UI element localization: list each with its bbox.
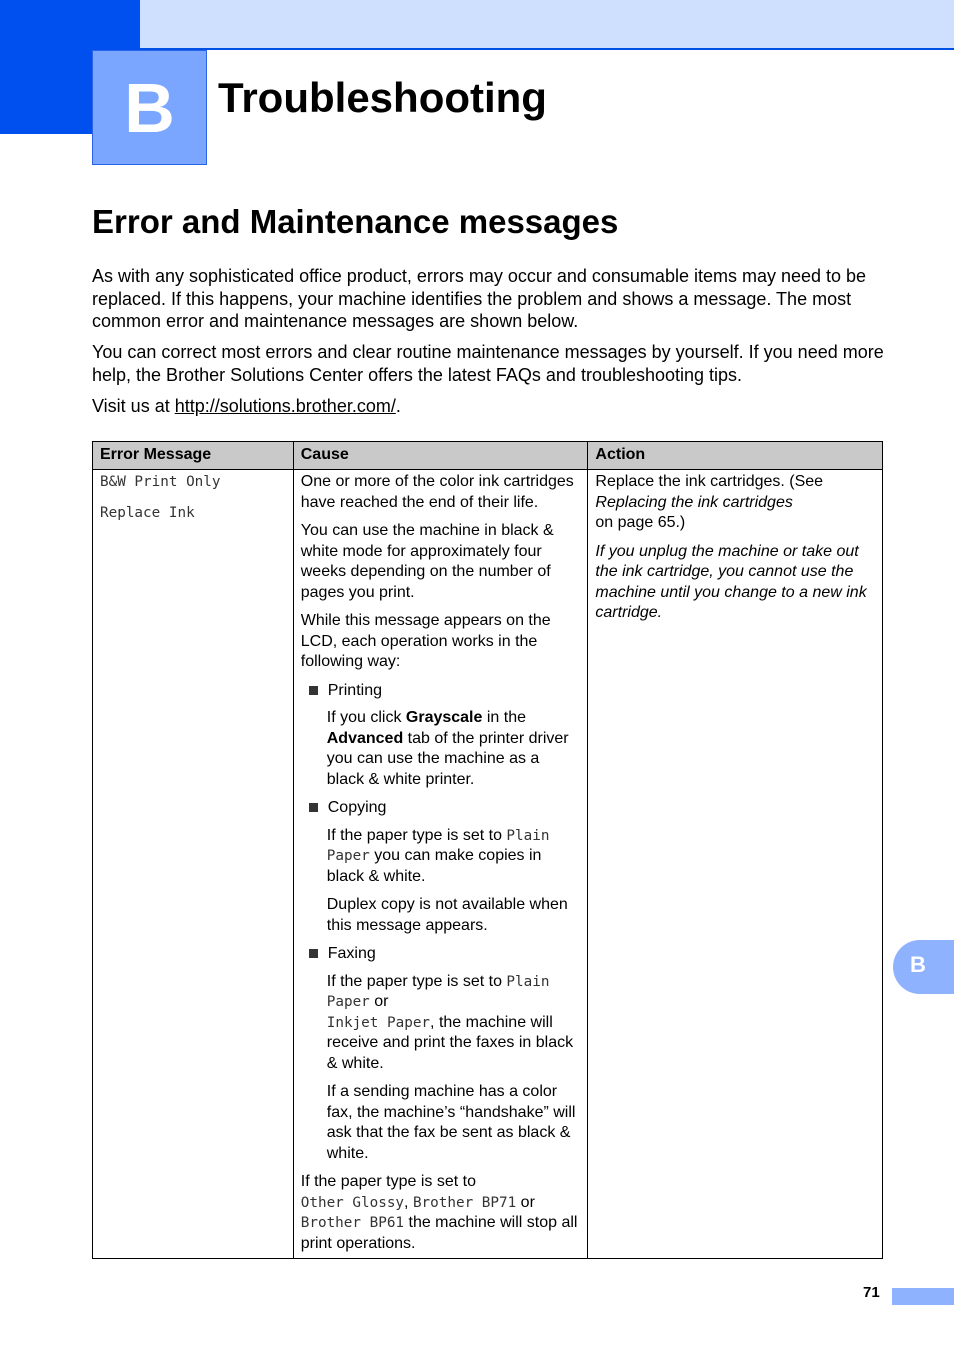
- page-number-bar: [892, 1288, 954, 1305]
- top-header-band: [140, 0, 954, 49]
- action-note: If you unplug the machine or take out the ink cartridge, you cannot use the machine until you change to a new ink cartridge.: [595, 542, 867, 621]
- bullet-copying: [301, 798, 581, 819]
- page-number: 71: [863, 1284, 880, 1301]
- square-bullet-icon: [309, 686, 318, 695]
- error-message-line: Replace Ink: [100, 504, 195, 521]
- error-message-cell: [93, 470, 294, 1259]
- error-message-line: B&W Print Only: [100, 474, 221, 490]
- chapter-title: Troubleshooting: [218, 74, 547, 121]
- printing-description: If you click Grayscale in the Advanced tab of the printer driver you can use the machine as a black & white printer.: [326, 709, 569, 788]
- faxing-description: If the paper type is set to Plain Paper or Inkjet Paper, the machine will receive and print the faxes in black & white.: [326, 972, 574, 1072]
- lcd-setting: Brother BP61: [300, 1215, 405, 1231]
- bullet-label: Printing: [327, 681, 382, 699]
- lcd-setting: Inkjet Paper: [326, 1014, 431, 1031]
- visit-line: [92, 395, 892, 418]
- cause-paragraph: You can use the machine in black & white mode for approximately four weeks depending on the number of pages you print.: [300, 522, 554, 601]
- visit-suffix: .: [395, 396, 401, 416]
- intro-paragraph-2: You can correct most errors and clear routine maintenance messages by yourself. If you need more help, the Brother Solutions Center offers the latest FAQs and troubleshooting tips.: [92, 342, 884, 385]
- action-cell: [588, 470, 883, 1259]
- action-paragraph: Replace the ink cartridges. (See Replacing the ink cartridges on page 65.): [595, 473, 824, 531]
- bullet-faxing: [301, 944, 581, 965]
- lcd-setting: Plain Paper: [326, 973, 550, 1010]
- cause-final-paragraph: If the paper type is set to Other Glossy, Brother BP71 or Brother BP61 the machine will stop all print operations.: [300, 1173, 578, 1252]
- table-row: [93, 470, 883, 1259]
- faxing-note: If a sending machine has a color fax, the machine’s “handshake” will ask that the fax be sent as black & white.: [326, 1083, 576, 1162]
- square-bullet-icon: [309, 949, 318, 958]
- cause-cell: [293, 470, 588, 1259]
- advanced-term: Advanced: [326, 729, 404, 747]
- square-bullet-icon: [309, 803, 318, 812]
- bullet-label: Faxing: [327, 945, 376, 962]
- chapter-letter-box: B: [92, 50, 207, 165]
- lcd-setting: Brother BP71: [412, 1194, 517, 1211]
- cause-paragraph: One or more of the color ink cartridges have reached the end of their life.: [300, 473, 574, 511]
- section-title: Error and Maintenance messages: [92, 203, 619, 240]
- intro-paragraph-1: As with any sophisticated office product, errors may occur and consumable items may need to be replaced. If this happens, your machine identifies the problem and shows a message. The most common error and maintenance messages are shown below.: [92, 266, 867, 331]
- error-messages-table: [92, 441, 883, 1259]
- copying-description: If the paper type is set to Plain Paper you can make copies in black & white.: [326, 826, 550, 885]
- cause-paragraph: While this message appears on the LCD, each operation works in the following way:: [300, 612, 551, 670]
- header-action: Action: [588, 442, 883, 470]
- cross-reference-link[interactable]: Replacing the ink cartridges: [595, 493, 793, 511]
- header-rule: [140, 48, 954, 50]
- lcd-setting: Other Glossy: [300, 1194, 405, 1211]
- table-header-row: [93, 442, 883, 470]
- bullet-printing: [301, 681, 581, 702]
- header-cause: Cause: [293, 442, 588, 470]
- header-error-message: Error Message: [93, 442, 294, 470]
- copying-note: Duplex copy is not available when this message appears.: [326, 896, 568, 934]
- solutions-link[interactable]: http://solutions.brother.com/: [174, 396, 396, 416]
- bullet-label: Copying: [327, 799, 387, 816]
- grayscale-term: Grayscale: [405, 709, 483, 726]
- visit-prefix: Visit us at: [92, 396, 175, 416]
- chapter-side-tab: B: [893, 940, 954, 994]
- lcd-setting: Plain Paper: [326, 827, 550, 864]
